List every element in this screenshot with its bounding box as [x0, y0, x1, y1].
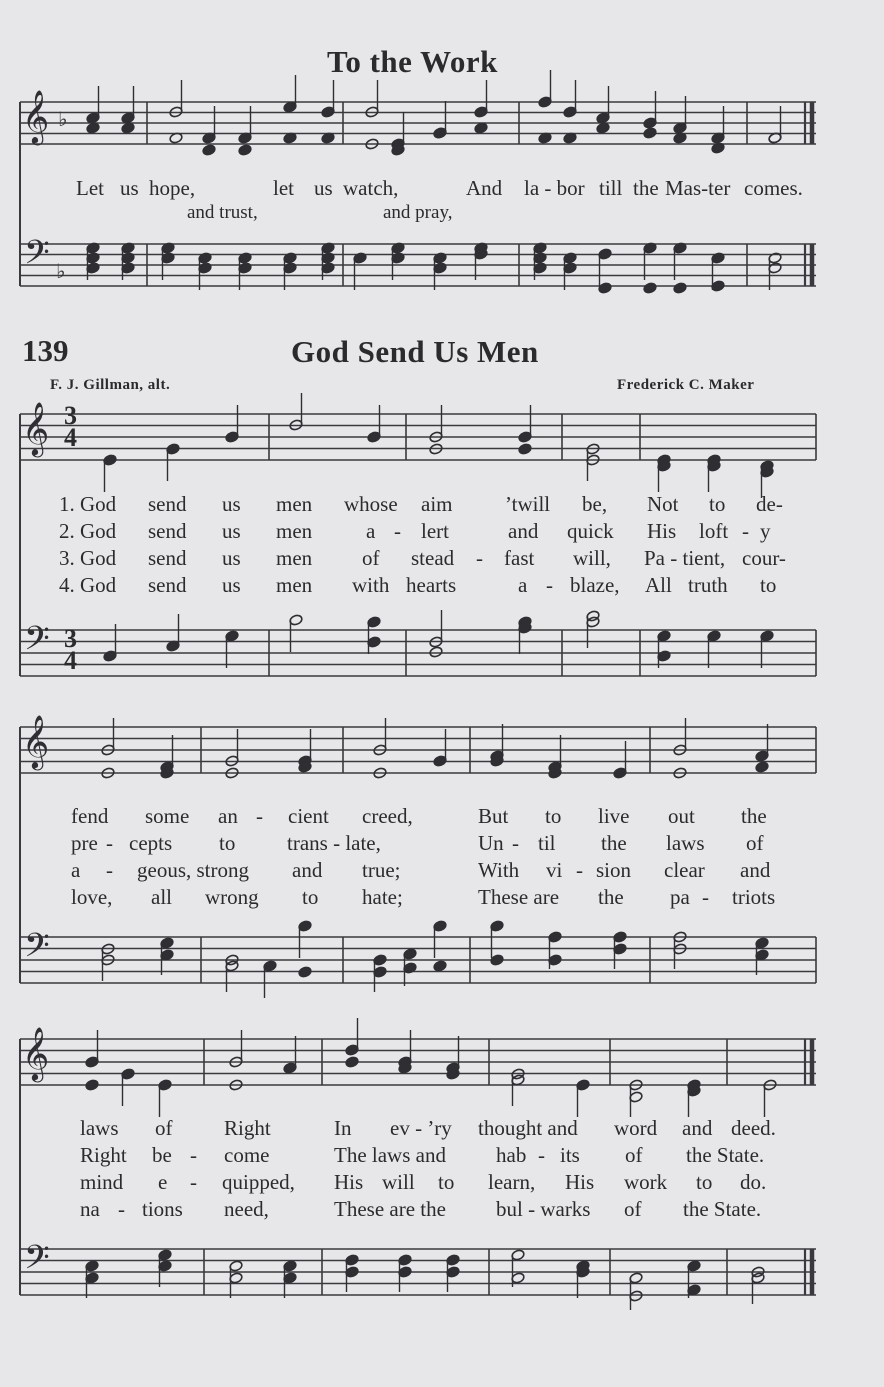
note-head — [643, 127, 657, 139]
bass-clef: 𝄢 — [24, 927, 50, 973]
lyric-word: cient — [288, 804, 329, 828]
lyric-word: live — [598, 804, 630, 828]
lyric-word: pa — [670, 885, 690, 909]
note-head — [643, 282, 657, 294]
lyric-word: vi — [546, 858, 563, 882]
lyric-word: to — [302, 885, 319, 909]
lyric-word: learn, — [488, 1170, 536, 1194]
lyric-word: till — [599, 176, 623, 200]
lyric-word: y — [760, 519, 771, 543]
lyric-word: do. — [740, 1170, 767, 1194]
lyric-word: the State. — [683, 1197, 762, 1221]
lyric-word: In — [334, 1116, 352, 1140]
lyric-word: whose — [344, 492, 398, 516]
lyric-word: creed, — [362, 804, 413, 828]
lyric-word: to — [219, 831, 236, 855]
lyric-word: us — [222, 519, 241, 543]
lyric-word: na — [80, 1197, 100, 1221]
lyric-word: Mas-ter — [665, 176, 731, 200]
lyric-word: thought and — [478, 1116, 578, 1140]
composer-credit: Frederick C. Maker — [617, 377, 755, 393]
time-signature-bottom: 4 — [64, 423, 77, 452]
lyric-word: Let — [76, 176, 104, 200]
lyric-word: of — [625, 1143, 643, 1167]
lyric-word: send — [148, 546, 187, 570]
lyric-word: love, — [71, 885, 113, 909]
hymn-title: God Send Us Men — [291, 334, 539, 369]
lyric-word: mind — [80, 1170, 124, 1194]
lyric-hyphen: - — [512, 831, 519, 855]
lyric-word: men — [276, 573, 313, 597]
treble-clef: 𝄞 — [22, 1026, 50, 1080]
lyric-word: a — [71, 858, 81, 882]
lyric-word: let — [273, 176, 294, 200]
note-head — [238, 144, 252, 156]
lyric-word: 4. God — [59, 573, 117, 597]
lyric-word: to — [696, 1170, 713, 1194]
lyric-word: cour- — [742, 546, 786, 570]
lyric-word: its — [560, 1143, 580, 1167]
lyric-hyphen: - — [394, 519, 401, 543]
lyric-word: tions — [142, 1197, 183, 1221]
lyric-word: triots — [732, 885, 776, 909]
lyric-word: hab — [496, 1143, 527, 1167]
flat-sign: ♭ — [56, 259, 66, 283]
note-head — [755, 761, 769, 773]
lyric-word: hearts — [406, 573, 457, 597]
lyric-word: The laws and — [334, 1143, 446, 1167]
lyric-word: us — [314, 176, 333, 200]
lyric-word: the — [601, 831, 627, 855]
lyric-word: be, — [582, 492, 608, 516]
lyric-word: will, — [573, 546, 611, 570]
lyric-word: clear — [664, 858, 705, 882]
lyric-word: quipped, — [222, 1170, 295, 1194]
lyric-word: truth — [688, 573, 728, 597]
lyric-word: laws — [666, 831, 705, 855]
lyric-word: til — [538, 831, 556, 855]
lyric-hyphen: - — [256, 804, 263, 828]
lyric-word: pre — [71, 831, 98, 855]
lyric-word: the — [598, 885, 624, 909]
lyric-word: all — [151, 885, 172, 909]
lyric-hyphen: - — [476, 546, 483, 570]
lyric-word: true; — [362, 858, 401, 882]
lyric-word: the — [741, 804, 767, 828]
lyric-word: us — [120, 176, 139, 200]
lyric-word: and trust, — [187, 202, 258, 223]
lyric-word: hope, — [149, 176, 196, 200]
lyric-word: Right — [224, 1116, 271, 1140]
lyric-word: Un — [478, 831, 504, 855]
hymn-number: 139 — [22, 333, 69, 368]
time-signature-bass — [64, 624, 77, 675]
lyric-word: All — [645, 573, 672, 597]
lyric-word: us — [222, 573, 241, 597]
lyric-word: comes. — [744, 176, 803, 200]
note-head — [433, 960, 447, 972]
lyric-word: cepts — [129, 831, 173, 855]
flat-sign: ♭ — [58, 107, 68, 131]
lyric-word: geous, strong — [137, 858, 249, 882]
lyric-word: work — [624, 1170, 668, 1194]
lyric-word: His — [565, 1170, 595, 1194]
lyric-word: watch, — [343, 176, 399, 200]
lyric-word: with — [352, 573, 390, 597]
lyric-word: Right — [80, 1143, 127, 1167]
lyric-word: and — [508, 519, 539, 543]
lyric-word: need, — [224, 1197, 269, 1221]
lyric-hyphen: - — [538, 1143, 545, 1167]
time-signature-treble — [64, 401, 77, 452]
lyric-word: of — [155, 1116, 173, 1140]
lyric-word: wrong — [205, 885, 259, 909]
lyric-word: Pa - tient, — [644, 546, 726, 570]
lyric-word: the — [633, 176, 659, 200]
note-head — [345, 1056, 359, 1068]
lyric-word: the State. — [686, 1143, 765, 1167]
system-3-verses — [0, 1116, 884, 1226]
prev-hymn-lyric-line — [0, 176, 884, 200]
lyric-word: of — [362, 546, 380, 570]
lyric-hyphen: - — [702, 885, 709, 909]
lyric-word: send — [148, 519, 187, 543]
lyric-word: come — [224, 1143, 270, 1167]
treble-clef: 𝄞 — [22, 714, 50, 768]
lyric-word: de- — [756, 492, 783, 516]
lyric-hyphen: - — [742, 519, 749, 543]
lyric-hyphen: - — [546, 573, 553, 597]
lyric-word: of — [624, 1197, 642, 1221]
note-head — [429, 646, 443, 658]
lyric-word: laws — [80, 1116, 119, 1140]
lyric-word: aim — [421, 492, 453, 516]
lyric-word: us — [222, 492, 241, 516]
lyric-word: some — [145, 804, 190, 828]
lyric-word: to — [545, 804, 562, 828]
lyric-word: la - bor — [524, 176, 585, 200]
lyric-hyphen: - — [118, 1197, 125, 1221]
lyric-word: bul - warks — [496, 1197, 591, 1221]
lyric-word: His — [334, 1170, 364, 1194]
lyric-word: send — [148, 492, 187, 516]
lyric-word: men — [276, 546, 313, 570]
lyric-word: fast — [504, 546, 535, 570]
lyric-word: stead — [411, 546, 455, 570]
lyric-word: will — [382, 1170, 415, 1194]
lyric-hyphen: - — [190, 1143, 197, 1167]
lyric-word: men — [276, 492, 313, 516]
system-1-verses — [0, 492, 884, 602]
lyric-word: With — [478, 858, 520, 882]
lyric-word: quick — [567, 519, 614, 543]
lyric-word: send — [148, 573, 187, 597]
lyric-word: men — [276, 519, 313, 543]
lyric-word: and pray, — [383, 202, 453, 223]
lyric-word: and — [740, 858, 771, 882]
lyric-word: to — [760, 573, 777, 597]
lyric-word: a — [518, 573, 528, 597]
bass-clef: 𝄢 — [24, 1239, 50, 1285]
lyric-word: fend — [71, 804, 109, 828]
system-2-verses — [0, 804, 884, 914]
time-signature-top: 3 — [64, 624, 77, 653]
lyric-word: out — [668, 804, 695, 828]
lyric-word: word — [614, 1116, 658, 1140]
lyric-word: ev - ’ry — [390, 1116, 452, 1140]
lyric-hyphen: - — [190, 1170, 197, 1194]
note-head — [202, 144, 216, 156]
lyric-word: ’twill — [505, 492, 551, 516]
lyric-word: an — [218, 804, 238, 828]
lyric-word: lert — [421, 519, 449, 543]
lyric-word: e — [158, 1170, 168, 1194]
note-head — [298, 966, 312, 978]
lyric-word: and — [292, 858, 323, 882]
lyric-word: of — [746, 831, 764, 855]
lyric-word: to — [438, 1170, 455, 1194]
lyric-word: and — [682, 1116, 713, 1140]
lyric-word: His — [647, 519, 677, 543]
treble-clef: 𝄞 — [22, 401, 50, 455]
lyric-word: a — [366, 519, 376, 543]
lyric-hyphen: - — [106, 831, 113, 855]
lyric-word: 3. God — [59, 546, 117, 570]
time-signature-bottom: 4 — [64, 646, 77, 675]
bass-clef: 𝄢 — [24, 234, 50, 280]
prev-hymn-title: To the Work — [327, 44, 498, 79]
lyricist-credit: F. J. Gillman, alt. — [50, 377, 171, 393]
lyric-hyphen: - — [106, 858, 113, 882]
lyric-word: And — [466, 176, 503, 200]
note-head — [85, 1079, 99, 1091]
lyric-word: us — [222, 546, 241, 570]
lyric-word: hate; — [362, 885, 403, 909]
time-signature-top: 3 — [64, 401, 77, 430]
lyric-word: 1. God — [59, 492, 117, 516]
lyric-word: sion — [596, 858, 632, 882]
prev-hymn-lyric-line-2 — [0, 202, 884, 226]
lyric-hyphen: - — [576, 858, 583, 882]
lyric-word: to — [709, 492, 726, 516]
lyric-word: These are — [478, 885, 560, 909]
lyric-word: Not — [647, 492, 679, 516]
lyric-word: be — [152, 1143, 172, 1167]
note-head — [518, 443, 532, 455]
bass-clef: 𝄢 — [24, 620, 50, 666]
lyric-word: deed. — [731, 1116, 776, 1140]
lyric-word: blaze, — [570, 573, 620, 597]
lyric-word: loft — [699, 519, 729, 543]
lyric-word: 2. God — [59, 519, 117, 543]
lyric-word: trans - late, — [287, 831, 381, 855]
treble-clef: 𝄞 — [22, 89, 50, 143]
note-head — [673, 282, 687, 294]
lyric-word: These are the — [334, 1197, 446, 1221]
lyric-word: But — [478, 804, 509, 828]
